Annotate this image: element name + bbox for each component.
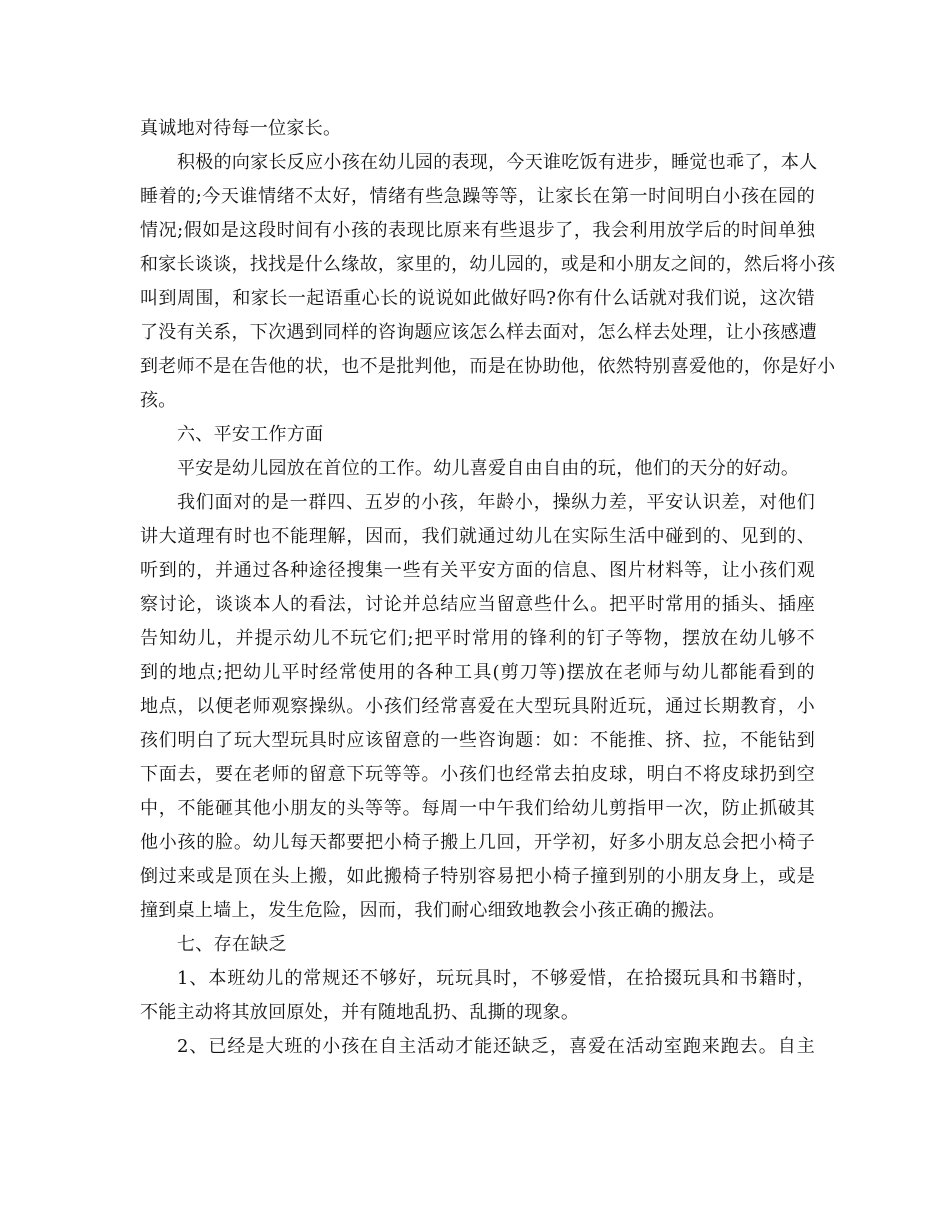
text-line: 孩。: [140, 390, 177, 411]
text-line: 平安是幼儿园放在首位的工作。幼儿喜爱自由自由的玩，他们的天分的好动。: [177, 458, 800, 479]
text-line: 孩们明白了玩大型玩具时应该留意的一些咨询题：如：不能推、挤、拉，不能钻到: [140, 730, 815, 751]
section-heading: 六、平安工作方面: [177, 424, 324, 445]
text-line: 1、本班幼儿的常规还不够好，玩玩具时，不够爱惜，在拾掇玩具和书籍时，: [177, 968, 815, 989]
section-heading: 七、存在缺乏: [177, 934, 287, 955]
text-line: 到的地点;把幼儿平时经常使用的各种工具(剪刀等)摆放在老师与幼儿都能看到的: [140, 662, 815, 683]
text-line: 地点，以便老师观察操纵。小孩们经常喜爱在大型玩具附近玩，通过长期教育，小: [140, 696, 815, 717]
text-line: 情况;假如是这段时间有小孩的表现比原来有些退步了，我会利用放学后的时间单独: [140, 220, 815, 241]
text-line: 了没有关系，下次遇到同样的咨询题应该怎么样去面对，怎么样去处理，让小孩感遭: [140, 322, 818, 343]
text-line: 他小孩的脸。幼儿每天都要把小椅子搬上几回，开学初，好多小朋友总会把小椅子: [140, 832, 815, 853]
text-line: 听到的，并通过各种途径搜集一些有关平安方面的信息、图片材料等，让小孩们观: [140, 560, 815, 581]
text-line: 叫到周围，和家长一起语重心长的说说如此做好吗?你有什么话就对我们说，这次错: [140, 288, 815, 309]
text-line: 倒过来或是顶在头上搬，如此搬椅子特别容易把小椅子撞到别的小朋友身上，或是: [140, 866, 815, 887]
text-line: 中，不能砸其他小朋友的头等等。每周一中午我们给幼儿剪指甲一次，防止抓破其: [140, 798, 815, 819]
text-line: 告知幼儿，并提示幼儿不玩它们;把平时常用的锋利的钉子等物，摆放在幼儿够不: [140, 628, 815, 649]
text-line: 下面去，要在老师的留意下玩等等。小孩们也经常去拍皮球，明白不将皮球扔到空: [140, 764, 815, 785]
text-line: 不能主动将其放回原处，并有随地乱扔、乱撕的现象。: [140, 1002, 580, 1023]
text-line: 睡着的;今天谁情绪不太好，情绪有些急躁等等，让家长在第一时间明白小孩在园的: [140, 186, 815, 207]
text-line: 到老师不是在告他的状，也不是批判他，而是在协助他，依然特别喜爱他的，你是好小: [140, 356, 836, 377]
text-line: 我们面对的是一群四、五岁的小孩，年龄小，操纵力差，平安认识差，对他们: [177, 492, 815, 513]
text-line: 察讨论，谈谈本人的看法，讨论并总结应当留意些什么。把平时常用的插头、插座: [140, 594, 815, 615]
text-line: 真诚地对待每一位家长。: [140, 118, 342, 139]
text-line: 讲大道理有时也不能理解，因而，我们就通过幼儿在实际生活中碰到的、见到的、: [140, 526, 815, 547]
text-line: 撞到桌上墙上，发生危险，因而，我们耐心细致地教会小孩正确的搬法。: [140, 900, 726, 921]
text-line: 和家长谈谈，找找是什么缘故，家里的，幼儿园的，或是和小朋友之间的，然后将小孩: [140, 254, 836, 275]
text-line: 2、已经是大班的小孩在自主活动才能还缺乏，喜爱在活动室跑来跑去。自主: [177, 1036, 815, 1057]
body-text: [140, 112, 836, 1064]
text-line: 积极的向家长反应小孩在幼儿园的表现，今天谁吃饭有进步，睡觉也乖了，本人: [177, 152, 818, 173]
